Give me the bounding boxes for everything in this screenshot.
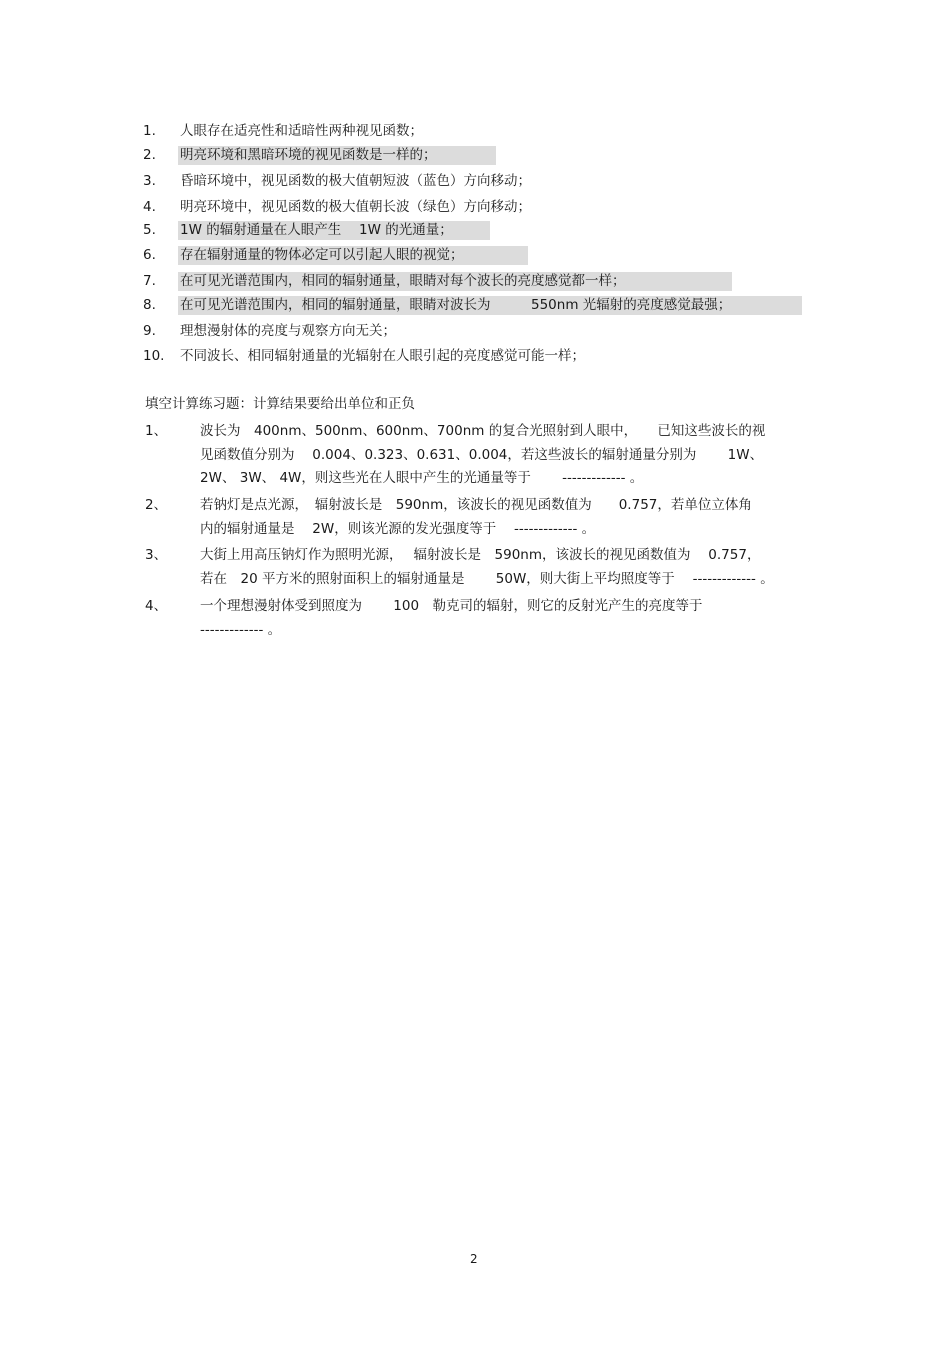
question-line: 一个理想漫射体受到照度为 100 勒克司的辐射，则它的反射光产生的亮度等于 [200, 598, 703, 614]
item-text: 存在辐射通量的物体必定可以引起人眼的视觉； [178, 246, 528, 265]
item-number: 6. [143, 247, 156, 263]
item-number: 7. [143, 273, 156, 289]
item-number: 1. [143, 123, 156, 139]
question-line: 大街上用高压钠灯作为照明光源， 辐射波长是 590nm，该波长的视见函数值为 0.757， [200, 547, 761, 563]
item-text: 明亮环境和黑暗环境的视见函数是一样的； [178, 146, 496, 165]
item-text: 1W 的辐射通量在人眼产生 1W 的光通量； [178, 221, 490, 240]
item-text: 在可见光谱范围内，相同的辐射通量，眼睛对每个波长的亮度感觉都一样； [178, 272, 732, 291]
item-text: 明亮环境中，视见函数的极大值朝长波（绿色）方向移动； [180, 199, 531, 215]
page-number: 2 [470, 1252, 478, 1266]
item-text: 不同波长、相同辐射通量的光辐射在人眼引起的亮度感觉可能一样； [180, 348, 585, 364]
item-number: 2. [143, 147, 156, 163]
question-number: 2、 [145, 497, 168, 513]
item-text: 昏暗环境中，视见函数的极大值朝短波（蓝色）方向移动； [180, 173, 531, 189]
question-number: 1、 [145, 423, 168, 439]
question-line: 见函数值分别为 0.004、0.323、0.631、0.004，若这些波长的辐射通量分别为 1W、 [200, 446, 764, 463]
item-number: 10. [143, 348, 165, 364]
item-text: 在可见光谱范围内，相同的辐射通量，眼睛对波长为 550nm 光辐射的亮度感觉最强； [178, 296, 802, 315]
question-line: ------------- 。 [200, 621, 282, 638]
item-number: 4. [143, 199, 156, 215]
item-number: 3. [143, 173, 156, 189]
item-number: 9. [143, 323, 156, 339]
section-title: 填空计算练习题：计算结果要给出单位和正负 [145, 396, 415, 412]
question-line: 波长为 400nm、500nm、600nm、700nm 的复合光照射到人眼中， 已知这些波长的视 [200, 423, 766, 439]
question-line: 2W、 3W、 4W，则这些光在人眼中产生的光通量等于 ------------- 。 [200, 470, 644, 486]
item-text: 人眼存在适亮性和适暗性两种视见函数； [180, 123, 423, 139]
question-number: 3、 [145, 547, 168, 563]
question-line: 若在 20 平方米的照射面积上的辐射通量是 50W，则大街上平均照度等于 ------------- 。 [200, 570, 774, 587]
item-number: 8. [143, 297, 156, 313]
item-number: 5. [143, 222, 156, 238]
question-number: 4、 [145, 598, 168, 614]
question-line: 内的辐射通量是 2W，则该光源的发光强度等于 ------------- 。 [200, 520, 596, 537]
question-line: 若钠灯是点光源， 辐射波长是 590nm，该波长的视见函数值为 0.757，若单位立体角 [200, 497, 752, 513]
item-text: 理想漫射体的亮度与观察方向无关； [180, 323, 396, 339]
